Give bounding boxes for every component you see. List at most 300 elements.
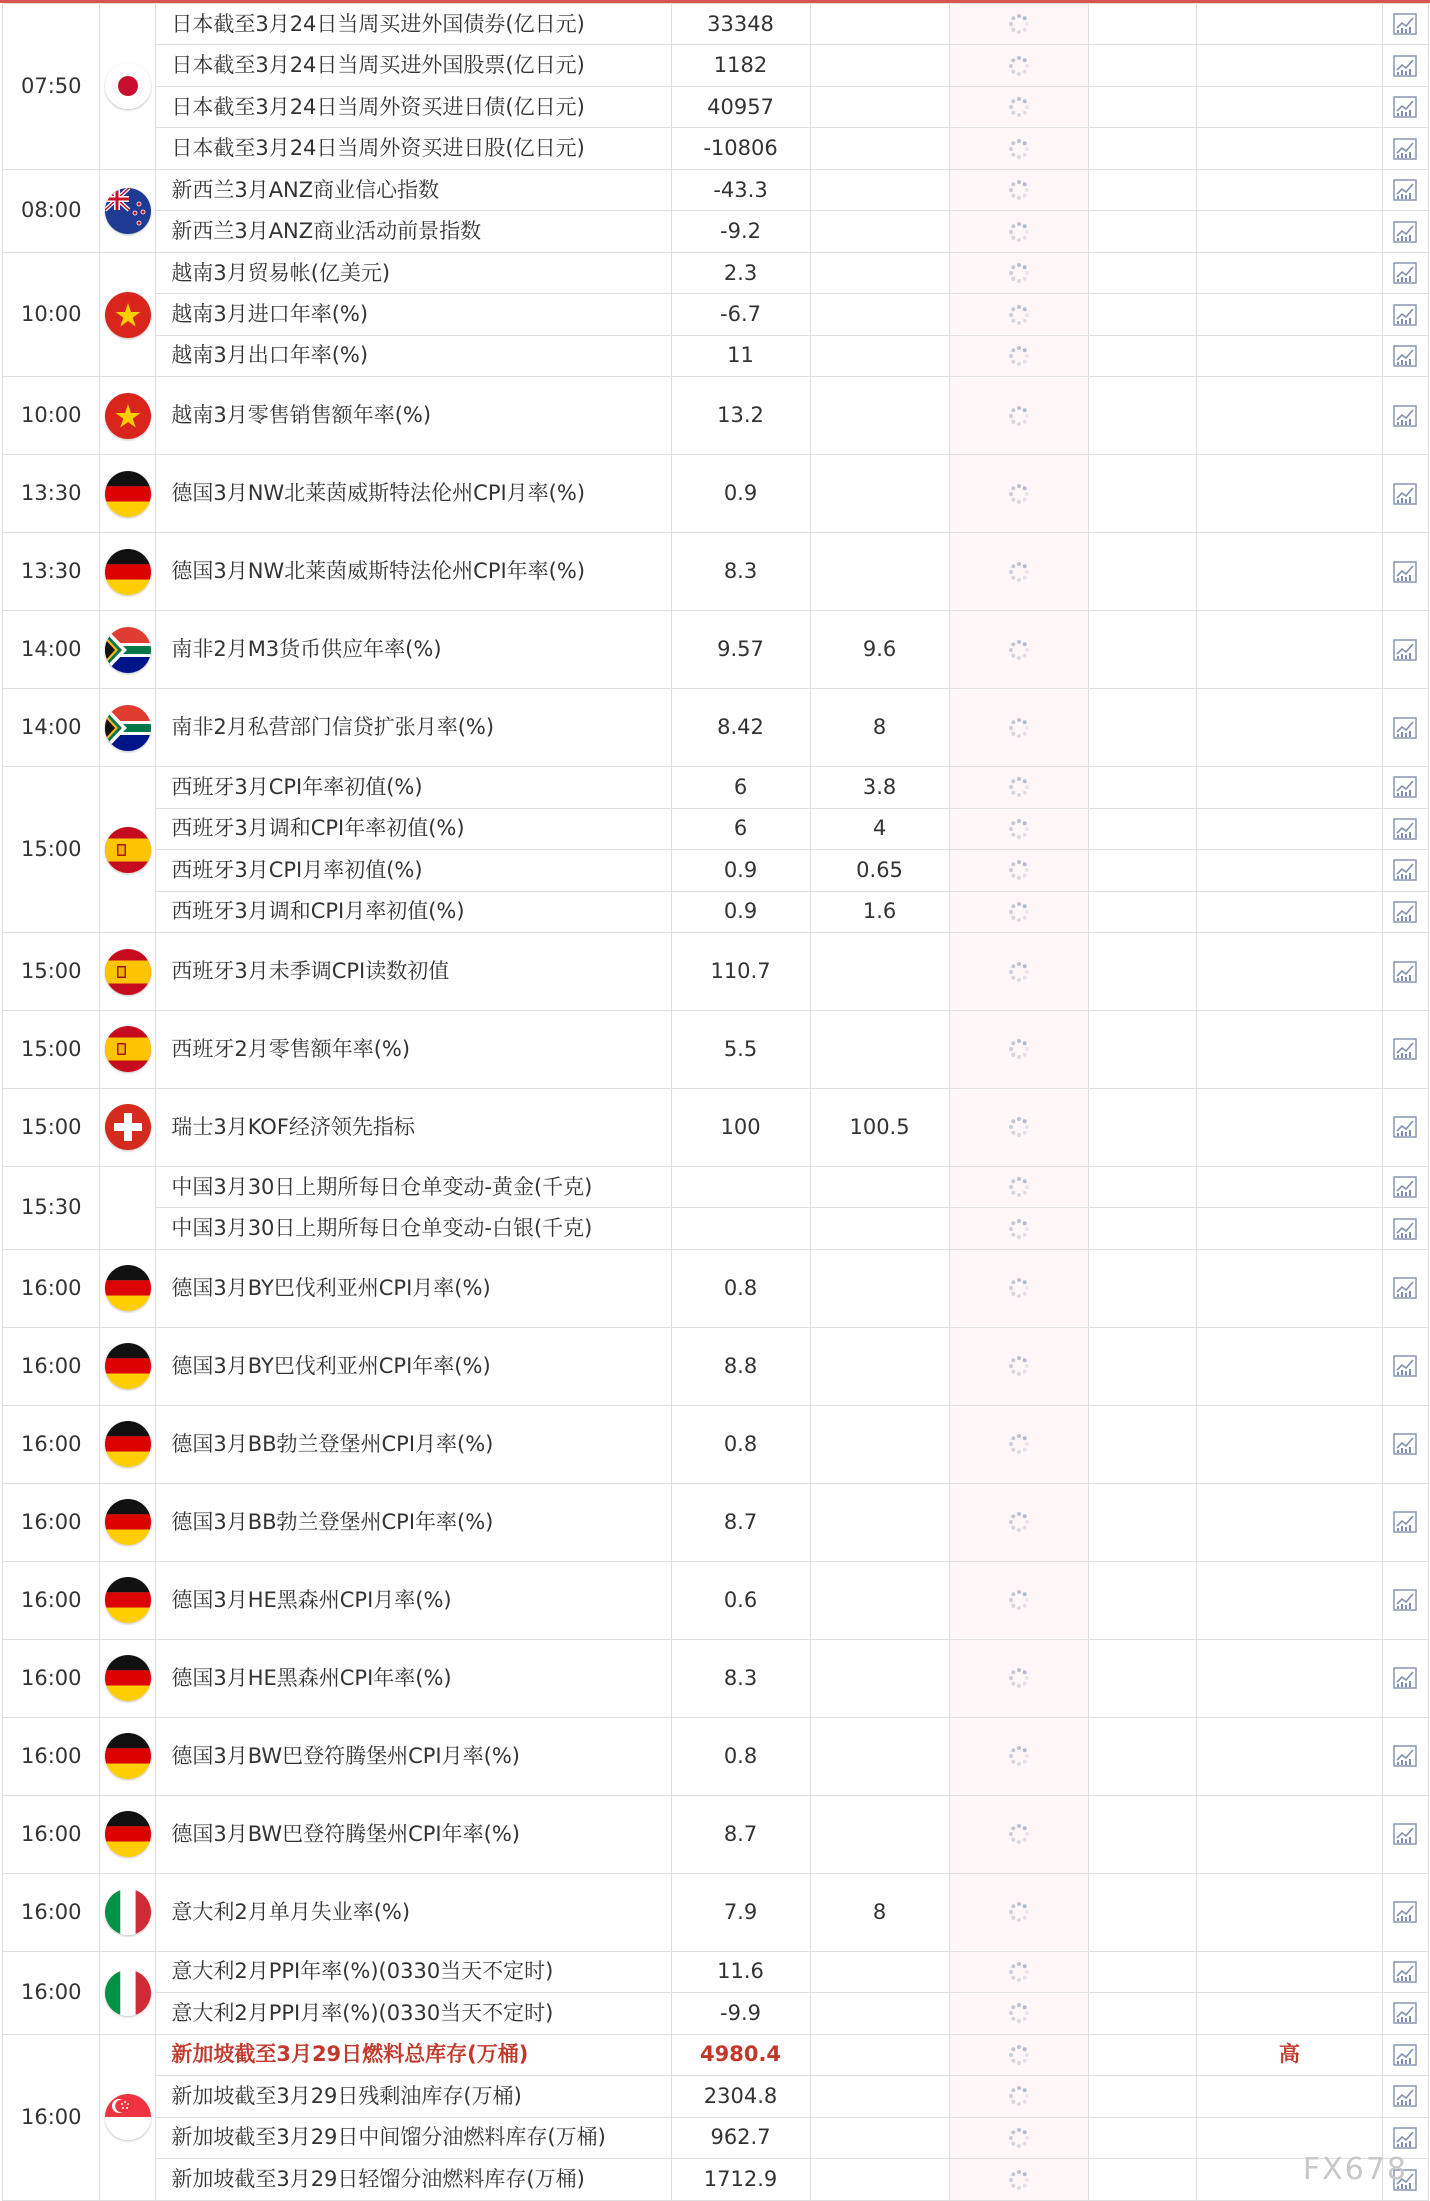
- loading-spinner-icon: [1007, 403, 1031, 427]
- event-name: 越南3月出口年率(%): [156, 335, 671, 376]
- forecast-value: [810, 2034, 949, 2075]
- forecast-value: [810, 211, 949, 252]
- forecast-value: [810, 1795, 949, 1873]
- loading-spinner-icon: [1007, 959, 1031, 983]
- empty-cell: [1088, 533, 1196, 611]
- importance-label: [1196, 1405, 1382, 1483]
- previous-value: 11.6: [671, 1951, 810, 1992]
- chart-icon[interactable]: [1392, 1174, 1418, 1198]
- japan-flag-icon: [105, 63, 151, 109]
- chart-icon[interactable]: [1392, 637, 1418, 661]
- empty-cell: [1088, 1405, 1196, 1483]
- importance-label: [1196, 1483, 1382, 1561]
- country-flag-cell: [100, 1011, 156, 1089]
- forecast-value: [810, 169, 949, 210]
- country-flag-cell: [100, 689, 156, 767]
- importance-label: [1196, 1873, 1382, 1951]
- actual-value-cell: [949, 335, 1088, 376]
- importance-label: [1196, 767, 1382, 808]
- actual-value-cell: [949, 1717, 1088, 1795]
- chart-icon[interactable]: [1392, 403, 1418, 427]
- importance-label: [1196, 891, 1382, 932]
- loading-spinner-icon: [1007, 136, 1031, 160]
- country-flag-cell: [100, 933, 156, 1011]
- loading-spinner-icon: [1007, 1899, 1031, 1923]
- event-name: 西班牙3月CPI年率初值(%): [156, 767, 671, 808]
- table-row: [3, 533, 1429, 611]
- chart-icon[interactable]: [1392, 715, 1418, 739]
- event-time: 08:00: [3, 169, 100, 252]
- forecast-value: 8: [810, 689, 949, 767]
- chart-icon[interactable]: [1392, 1743, 1418, 1767]
- loading-spinner-icon: [1007, 1743, 1031, 1767]
- event-name: 新加坡截至3月29日中间馏分油燃料库存(万桶): [156, 2117, 671, 2158]
- chart-icon[interactable]: [1392, 94, 1418, 118]
- table-row: [3, 850, 1429, 891]
- empty-cell: [1088, 294, 1196, 335]
- forecast-value: [810, 1405, 949, 1483]
- chart-icon[interactable]: [1392, 1216, 1418, 1240]
- forecast-value: [810, 377, 949, 455]
- empty-cell: [1088, 2159, 1196, 2201]
- loading-spinner-icon: [1007, 1431, 1031, 1455]
- country-flag-cell: [100, 767, 156, 933]
- forecast-value: [810, 1561, 949, 1639]
- chart-link-cell[interactable]: [1382, 1717, 1428, 1795]
- country-flag-cell: [100, 1717, 156, 1795]
- country-flag-cell: [100, 1088, 156, 1166]
- calendar-body: [3, 4, 1429, 2201]
- chart-icon[interactable]: [1392, 260, 1418, 284]
- previous-value: -6.7: [671, 294, 810, 335]
- previous-value: 110.7: [671, 933, 810, 1011]
- event-name: 越南3月进口年率(%): [156, 294, 671, 335]
- table-row: [3, 1011, 1429, 1089]
- chart-link-cell[interactable]: [1382, 2034, 1428, 2075]
- chart-icon[interactable]: [1392, 1431, 1418, 1455]
- empty-cell: [1088, 689, 1196, 767]
- event-time: 15:00: [3, 767, 100, 933]
- actual-value-cell: [949, 1327, 1088, 1405]
- previous-value: 1712.9: [671, 2159, 810, 2201]
- country-flag-cell: [100, 1327, 156, 1405]
- previous-value: 8.8: [671, 1327, 810, 1405]
- table-row: [3, 611, 1429, 689]
- forecast-value: [810, 4, 949, 45]
- chart-link-cell[interactable]: [1382, 252, 1428, 293]
- chart-link-cell[interactable]: [1382, 86, 1428, 127]
- loading-spinner-icon: [1007, 343, 1031, 367]
- event-name: 日本截至3月24日当周外资买进日股(亿日元): [156, 128, 671, 169]
- loading-spinner-icon: [1007, 302, 1031, 326]
- event-time: 16:00: [3, 1873, 100, 1951]
- event-name: 德国3月BW巴登符腾堡州CPI年率(%): [156, 1795, 671, 1873]
- forecast-value: 3.8: [810, 767, 949, 808]
- empty-cell: [1088, 1327, 1196, 1405]
- germany-flag-icon: [105, 1655, 151, 1701]
- table-row: [3, 1483, 1429, 1561]
- chart-link-cell[interactable]: [1382, 767, 1428, 808]
- chart-link-cell[interactable]: [1382, 335, 1428, 376]
- loading-spinner-icon: [1007, 1353, 1031, 1377]
- chart-link-cell[interactable]: [1382, 1483, 1428, 1561]
- chart-icon[interactable]: [1392, 1587, 1418, 1611]
- chart-link-cell[interactable]: [1382, 1249, 1428, 1327]
- actual-value-cell: [949, 1483, 1088, 1561]
- previous-value: [671, 1208, 810, 1249]
- importance-label: [1196, 2076, 1382, 2117]
- empty-cell: [1088, 2034, 1196, 2075]
- chart-link-cell[interactable]: [1382, 1795, 1428, 1873]
- chart-link-cell[interactable]: [1382, 808, 1428, 849]
- chart-link-cell[interactable]: [1382, 1405, 1428, 1483]
- forecast-value: 100.5: [810, 1088, 949, 1166]
- forecast-value: [810, 533, 949, 611]
- importance-label: [1196, 1249, 1382, 1327]
- previous-value: 2304.8: [671, 2076, 810, 2117]
- chart-icon[interactable]: [1392, 2042, 1418, 2066]
- chart-icon[interactable]: [1392, 1821, 1418, 1845]
- importance-label: [1196, 169, 1382, 210]
- table-row: [3, 1993, 1429, 2034]
- actual-value-cell: [949, 455, 1088, 533]
- loading-spinner-icon: [1007, 1821, 1031, 1845]
- previous-value: [671, 1166, 810, 1207]
- previous-value: 9.57: [671, 611, 810, 689]
- chart-link-cell[interactable]: [1382, 611, 1428, 689]
- chart-link-cell[interactable]: [1382, 689, 1428, 767]
- previous-value: 5.5: [671, 1011, 810, 1089]
- previous-value: 0.8: [671, 1405, 810, 1483]
- chart-link-cell[interactable]: [1382, 1327, 1428, 1405]
- chart-link-cell[interactable]: [1382, 1993, 1428, 2034]
- table-row: [3, 128, 1429, 169]
- empty-cell: [1088, 1208, 1196, 1249]
- importance-label: [1196, 1717, 1382, 1795]
- actual-value-cell: [949, 1951, 1088, 1992]
- event-name: 西班牙3月调和CPI月率初值(%): [156, 891, 671, 932]
- chart-icon[interactable]: [1392, 481, 1418, 505]
- chart-icon[interactable]: [1392, 177, 1418, 201]
- actual-value-cell: [949, 128, 1088, 169]
- event-name: 南非2月M3货币供应年率(%): [156, 611, 671, 689]
- event-name: 德国3月NW北莱茵威斯特法伦州CPI年率(%): [156, 533, 671, 611]
- empty-cell: [1088, 1088, 1196, 1166]
- chart-icon[interactable]: [1392, 1959, 1418, 1983]
- actual-value-cell: [949, 1405, 1088, 1483]
- chart-link-cell[interactable]: [1382, 850, 1428, 891]
- table-row: [3, 169, 1429, 210]
- previous-value: 6: [671, 767, 810, 808]
- empty-cell: [1088, 1795, 1196, 1873]
- country-flag-cell: [100, 1561, 156, 1639]
- importance-label: [1196, 1561, 1382, 1639]
- event-name: 西班牙2月零售额年率(%): [156, 1011, 671, 1089]
- empty-cell: [1088, 455, 1196, 533]
- chart-icon[interactable]: [1392, 1899, 1418, 1923]
- chart-link-cell[interactable]: [1382, 169, 1428, 210]
- importance-label: [1196, 455, 1382, 533]
- importance-label: [1196, 4, 1382, 45]
- loading-spinner-icon: [1007, 11, 1031, 35]
- empty-cell: [1088, 1639, 1196, 1717]
- forecast-value: [810, 335, 949, 376]
- actual-value-cell: [949, 377, 1088, 455]
- chart-link-cell[interactable]: [1382, 128, 1428, 169]
- chart-icon[interactable]: [1392, 11, 1418, 35]
- actual-value-cell: [949, 2076, 1088, 2117]
- loading-spinner-icon: [1007, 2167, 1031, 2191]
- table-row: [3, 891, 1429, 932]
- importance-label: [1196, 1166, 1382, 1207]
- table-row: [3, 767, 1429, 808]
- table-row: [3, 211, 1429, 252]
- loading-spinner-icon: [1007, 1587, 1031, 1611]
- chart-icon[interactable]: [1392, 816, 1418, 840]
- chart-icon[interactable]: [1392, 1275, 1418, 1299]
- previous-value: 4980.4: [671, 2034, 810, 2075]
- loading-spinner-icon: [1007, 2083, 1031, 2107]
- table-row: [3, 1405, 1429, 1483]
- actual-value-cell: [949, 1208, 1088, 1249]
- event-name: 德国3月BB勃兰登堡州CPI月率(%): [156, 1405, 671, 1483]
- chart-link-cell[interactable]: [1382, 294, 1428, 335]
- chart-icon[interactable]: [1392, 1353, 1418, 1377]
- chart-icon[interactable]: [1392, 343, 1418, 367]
- germany-flag-icon: [105, 1733, 151, 1779]
- event-name: 德国3月BY巴伐利亚州CPI月率(%): [156, 1249, 671, 1327]
- germany-flag-icon: [105, 1343, 151, 1389]
- event-name: 德国3月NW北莱茵威斯特法伦州CPI月率(%): [156, 455, 671, 533]
- economic-calendar-table: [2, 3, 1429, 2201]
- empty-cell: [1088, 4, 1196, 45]
- chart-icon[interactable]: [1392, 2083, 1418, 2107]
- table-row: [3, 294, 1429, 335]
- actual-value-cell: [949, 767, 1088, 808]
- chart-icon[interactable]: [1392, 774, 1418, 798]
- event-name: 新西兰3月ANZ商业活动前景指数: [156, 211, 671, 252]
- importance-label: [1196, 211, 1382, 252]
- country-flag-cell: [100, 1405, 156, 1483]
- chart-link-cell[interactable]: [1382, 211, 1428, 252]
- actual-value-cell: [949, 1249, 1088, 1327]
- germany-flag-icon: [105, 1577, 151, 1623]
- importance-label: [1196, 294, 1382, 335]
- country-flag-cell: [100, 533, 156, 611]
- event-name: 德国3月BW巴登符腾堡州CPI月率(%): [156, 1717, 671, 1795]
- previous-value: 6: [671, 808, 810, 849]
- table-row: [3, 1873, 1429, 1951]
- previous-value: 0.9: [671, 891, 810, 932]
- italy-flag-icon: [105, 1889, 151, 1935]
- loading-spinner-icon: [1007, 715, 1031, 739]
- chart-icon[interactable]: [1392, 899, 1418, 923]
- chart-link-cell[interactable]: [1382, 377, 1428, 455]
- actual-value-cell: [949, 4, 1088, 45]
- previous-value: 8.42: [671, 689, 810, 767]
- importance-label: [1196, 45, 1382, 86]
- loading-spinner-icon: [1007, 1174, 1031, 1198]
- actual-value-cell: [949, 86, 1088, 127]
- country-flag-cell: [100, 4, 156, 170]
- chart-icon[interactable]: [1392, 959, 1418, 983]
- loading-spinner-icon: [1007, 637, 1031, 661]
- forecast-value: [810, 1249, 949, 1327]
- table-row: [3, 252, 1429, 293]
- forecast-value: [810, 2076, 949, 2117]
- chart-link-cell[interactable]: [1382, 1561, 1428, 1639]
- chart-link-cell[interactable]: [1382, 1088, 1428, 1166]
- vietnam-flag-icon: [105, 393, 151, 439]
- previous-value: 0.9: [671, 455, 810, 533]
- importance-label: [1196, 377, 1382, 455]
- table-row: [3, 1717, 1429, 1795]
- actual-value-cell: [949, 1993, 1088, 2034]
- forecast-value: 0.65: [810, 850, 949, 891]
- event-name: 越南3月贸易帐(亿美元): [156, 252, 671, 293]
- chart-link-cell[interactable]: [1382, 1951, 1428, 1992]
- importance-label: [1196, 252, 1382, 293]
- forecast-value: [810, 1717, 949, 1795]
- loading-spinner-icon: [1007, 899, 1031, 923]
- empty-cell: [1088, 1873, 1196, 1951]
- importance-label: [1196, 1993, 1382, 2034]
- empty-cell: [1088, 891, 1196, 932]
- forecast-value: [810, 1951, 949, 1992]
- actual-value-cell: [949, 294, 1088, 335]
- empty-cell: [1088, 1166, 1196, 1207]
- event-name: 德国3月BB勃兰登堡州CPI年率(%): [156, 1483, 671, 1561]
- chart-icon[interactable]: [1392, 2125, 1418, 2149]
- chart-link-cell[interactable]: [1382, 891, 1428, 932]
- importance-label: [1196, 1795, 1382, 1873]
- loading-spinner-icon: [1007, 260, 1031, 284]
- chart-icon[interactable]: [1392, 559, 1418, 583]
- chart-icon[interactable]: [1392, 53, 1418, 77]
- event-name: 新加坡截至3月29日残剩油库存(万桶): [156, 2076, 671, 2117]
- chart-icon[interactable]: [1392, 2000, 1418, 2024]
- importance-label: [1196, 1208, 1382, 1249]
- event-name: 西班牙3月调和CPI年率初值(%): [156, 808, 671, 849]
- chart-link-cell[interactable]: [1382, 1011, 1428, 1089]
- event-time: 16:00: [3, 1327, 100, 1405]
- forecast-value: [810, 1208, 949, 1249]
- table-row: [3, 1088, 1429, 1166]
- country-flag-cell: [100, 2034, 156, 2200]
- germany-flag-icon: [105, 471, 151, 517]
- chart-icon[interactable]: [1392, 1665, 1418, 1689]
- event-name: 西班牙3月未季调CPI读数初值: [156, 933, 671, 1011]
- event-time: 14:00: [3, 611, 100, 689]
- chart-link-cell[interactable]: [1382, 455, 1428, 533]
- chart-link-cell[interactable]: [1382, 1166, 1428, 1207]
- vietnam-flag-icon: [105, 292, 151, 338]
- chart-link-cell[interactable]: [1382, 2076, 1428, 2117]
- chart-link-cell[interactable]: [1382, 4, 1428, 45]
- empty-cell: [1088, 767, 1196, 808]
- table-row: [3, 933, 1429, 1011]
- loading-spinner-icon: [1007, 177, 1031, 201]
- forecast-value: [810, 1011, 949, 1089]
- actual-value-cell: [949, 933, 1088, 1011]
- event-name: 越南3月零售销售额年率(%): [156, 377, 671, 455]
- previous-value: 13.2: [671, 377, 810, 455]
- germany-flag-icon: [105, 549, 151, 595]
- empty-cell: [1088, 211, 1196, 252]
- forecast-value: [810, 252, 949, 293]
- event-name: 德国3月HE黑森州CPI年率(%): [156, 1639, 671, 1717]
- chart-icon[interactable]: [1392, 1509, 1418, 1533]
- actual-value-cell: [949, 2034, 1088, 2075]
- loading-spinner-icon: [1007, 53, 1031, 77]
- empty-cell: [1088, 252, 1196, 293]
- event-time: 16:00: [3, 1405, 100, 1483]
- actual-value-cell: [949, 169, 1088, 210]
- south-africa-flag-icon: [105, 627, 151, 673]
- chart-icon[interactable]: [1392, 219, 1418, 243]
- chart-icon[interactable]: [1392, 1036, 1418, 1060]
- chart-link-cell[interactable]: [1382, 533, 1428, 611]
- empty-cell: [1088, 611, 1196, 689]
- importance-label: 高: [1196, 2034, 1382, 2075]
- chart-link-cell[interactable]: [1382, 45, 1428, 86]
- chart-link-cell[interactable]: [1382, 1639, 1428, 1717]
- previous-value: 0.9: [671, 850, 810, 891]
- forecast-value: 9.6: [810, 611, 949, 689]
- table-row: [3, 1327, 1429, 1405]
- italy-flag-icon: [105, 1970, 151, 2016]
- country-flag-cell: [100, 252, 156, 376]
- importance-label: [1196, 689, 1382, 767]
- actual-value-cell: [949, 689, 1088, 767]
- empty-cell: [1088, 850, 1196, 891]
- previous-value: 8.3: [671, 1639, 810, 1717]
- table-row: [3, 1249, 1429, 1327]
- chart-link-cell[interactable]: [1382, 1873, 1428, 1951]
- chart-link-cell[interactable]: [1382, 1208, 1428, 1249]
- event-time: 13:30: [3, 533, 100, 611]
- chart-icon[interactable]: [1392, 136, 1418, 160]
- event-name: 意大利2月PPI月率(%)(0330当天不定时): [156, 1993, 671, 2034]
- loading-spinner-icon: [1007, 94, 1031, 118]
- loading-spinner-icon: [1007, 1114, 1031, 1138]
- previous-value: 8.7: [671, 1795, 810, 1873]
- event-name: 意大利2月PPI年率(%)(0330当天不定时): [156, 1951, 671, 1992]
- watermark: FX678: [1302, 2152, 1408, 2187]
- event-name: 新西兰3月ANZ商业信心指数: [156, 169, 671, 210]
- previous-value: 8.3: [671, 533, 810, 611]
- table-row: [3, 377, 1429, 455]
- table-row: [3, 2117, 1429, 2158]
- event-name: 日本截至3月24日当周买进外国债券(亿日元): [156, 4, 671, 45]
- table-row: [3, 2034, 1429, 2075]
- chart-icon[interactable]: [1392, 1114, 1418, 1138]
- table-row: [3, 1951, 1429, 1992]
- actual-value-cell: [949, 891, 1088, 932]
- switzerland-flag-icon: [105, 1104, 151, 1150]
- table-row: [3, 1208, 1429, 1249]
- event-name: 日本截至3月24日当周买进外国股票(亿日元): [156, 45, 671, 86]
- chart-link-cell[interactable]: [1382, 933, 1428, 1011]
- country-flag-cell: [100, 1951, 156, 2034]
- actual-value-cell: [949, 252, 1088, 293]
- event-name: 西班牙3月CPI月率初值(%): [156, 850, 671, 891]
- chart-icon[interactable]: [1392, 302, 1418, 326]
- chart-icon[interactable]: [1392, 857, 1418, 881]
- loading-spinner-icon: [1007, 2125, 1031, 2149]
- empty-cell: [1088, 2117, 1196, 2158]
- spain-flag-icon: [105, 1026, 151, 1072]
